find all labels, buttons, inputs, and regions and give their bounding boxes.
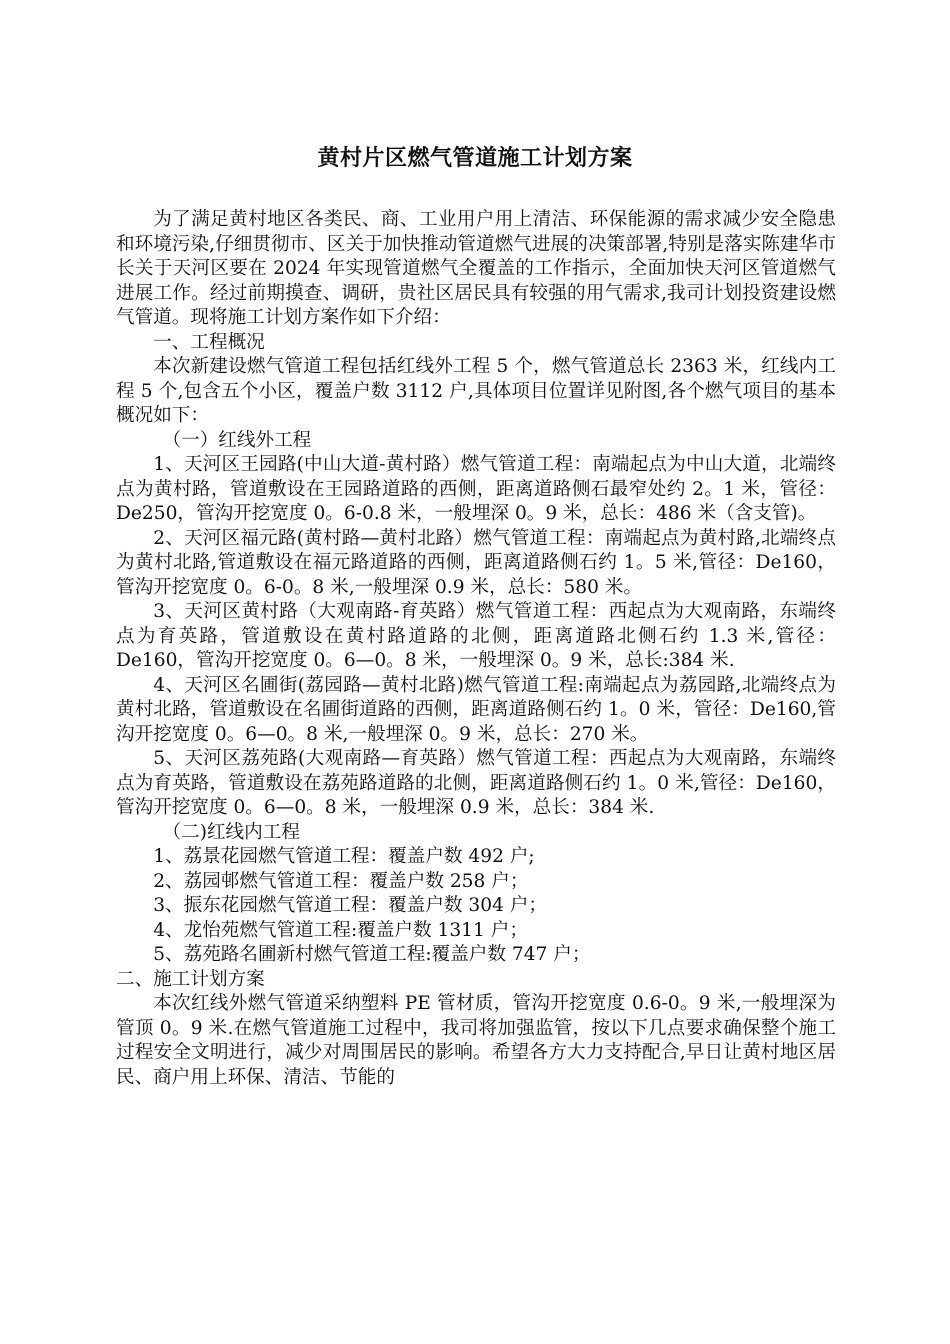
subsection-heading-inside: （二)红线内工程 <box>162 821 300 843</box>
outside-item-2: 2、天河区福元路(黄村路—黄村北路）燃气管道工程：南端起点为黄村路,北端终点为黄村北路,管道敷设在福元路道路的西侧，距离道路侧石约 1。5 米,管径：De160，管沟开挖宽度 0。6-0。8 米,一般埋深 0.9 米，总长：580 米。 <box>116 527 836 598</box>
inside-item-1: 1、荔景花园燃气管道工程：覆盖户数 492 户; <box>153 846 535 867</box>
outside-item-4: 4、天河区名圃街(荔园路—黄村北路)燃气管道工程:南端起点为荔园路,北端终点为黄村北路，管道敷设在名圃街道路的西侧，距离道路侧石约 1。0 米，管径：De160,管沟开挖宽度 0。6—0。8 米,一般埋深 0。9 米，总长：270 米。 <box>116 674 836 745</box>
section-heading-plan: 二、施工计划方案 <box>116 968 265 990</box>
outside-item-5: 5、天河区荔苑路(大观南路—育英路）燃气管道工程：西起点为大观南路，东端终点为育英路，管道敷设在荔苑路道路的北侧，距离道路侧石约 1。0 米,管径：De160，管沟开挖宽度 0。6—0。8 米，一般埋深 0.9 米，总长：384 米. <box>116 748 836 818</box>
document-title: 黄村片区燃气管道施工计划方案 <box>317 146 633 171</box>
overview-paragraph: 本次新建设燃气管道工程包括红线外工程 5 个，燃气管道总长 2363 米，红线内工程 5 个,包含五个小区，覆盖户数 3112 户,具体项目位置详见附图,各个燃气项目的基本概况如下： <box>116 356 836 426</box>
inside-item-4: 4、龙怡苑燃气管道工程:覆盖户数 1311 户； <box>153 919 528 941</box>
inside-item-5: 5、荔苑路名圃新村燃气管道工程:覆盖户数 747 户； <box>153 944 591 965</box>
section-heading-overview: 一、工程概况 <box>153 331 265 353</box>
subsection-heading-outside: （一）红线外工程 <box>162 429 312 451</box>
inside-item-2: 2、荔园邨燃气管道工程：覆盖户数 258 户； <box>153 870 529 892</box>
outside-item-3: 3、天河区黄村路（大观南路-育英路）燃气管道工程：西起点为大观南路，东端终点为育英路，管道敷设在黄村路道路的北侧，距离道路北侧石约 1.3 米,管径：De160，管沟开挖宽度 0。6—0。8 米，一般埋深 0。9 米，总长:384 米. <box>116 601 836 671</box>
intro-paragraph: 为了满足黄村地区各类民、商、工业用户用上清洁、环保能源的需求减少安全隐患和环境污染,仔细贯彻市、区关于加快推动管道燃气进展的决策部署,特别是落实陈建华市长关于天河区要在 2024 年实现管道燃气全覆盖的工作指示，全面加快天河区管道燃气进展工作。经过前期摸查、调研，贵社区居民具有较强的用气需求,我司计划投资建设燃气管道。现将施工计划方案作如下介绍： <box>116 209 836 328</box>
outside-item-1: 1、天河区王园路(中山大道-黄村路）燃气管道工程：南端起点为中山大道，北端终点为黄村路，管道敷设在王园路道路的西侧，距离道路侧石最窄处约 2。1 米，管径：De250，管沟开挖宽度 0。6-0.8 米，一般埋深 0。9 米，总长：486 米（含支管)。 <box>116 454 836 524</box>
inside-item-3: 3、振东花园燃气管道工程：覆盖户数 304 户； <box>153 895 548 916</box>
document-body <box>116 208 836 1090</box>
plan-paragraph: 本次红线外燃气管道采纳塑料 PE 管材质，管沟开挖宽度 0.6-0。9 米,一般埋深为管顶 0。9 米.在燃气管道施工过程中，我司将加强监管，按以下几点要求确保整个施工过程安全文明进行，减少对周围居民的影响。希望各方大力支持配合,早日让黄村地区居民、商户用上环保、清洁、节能的 <box>116 993 836 1088</box>
